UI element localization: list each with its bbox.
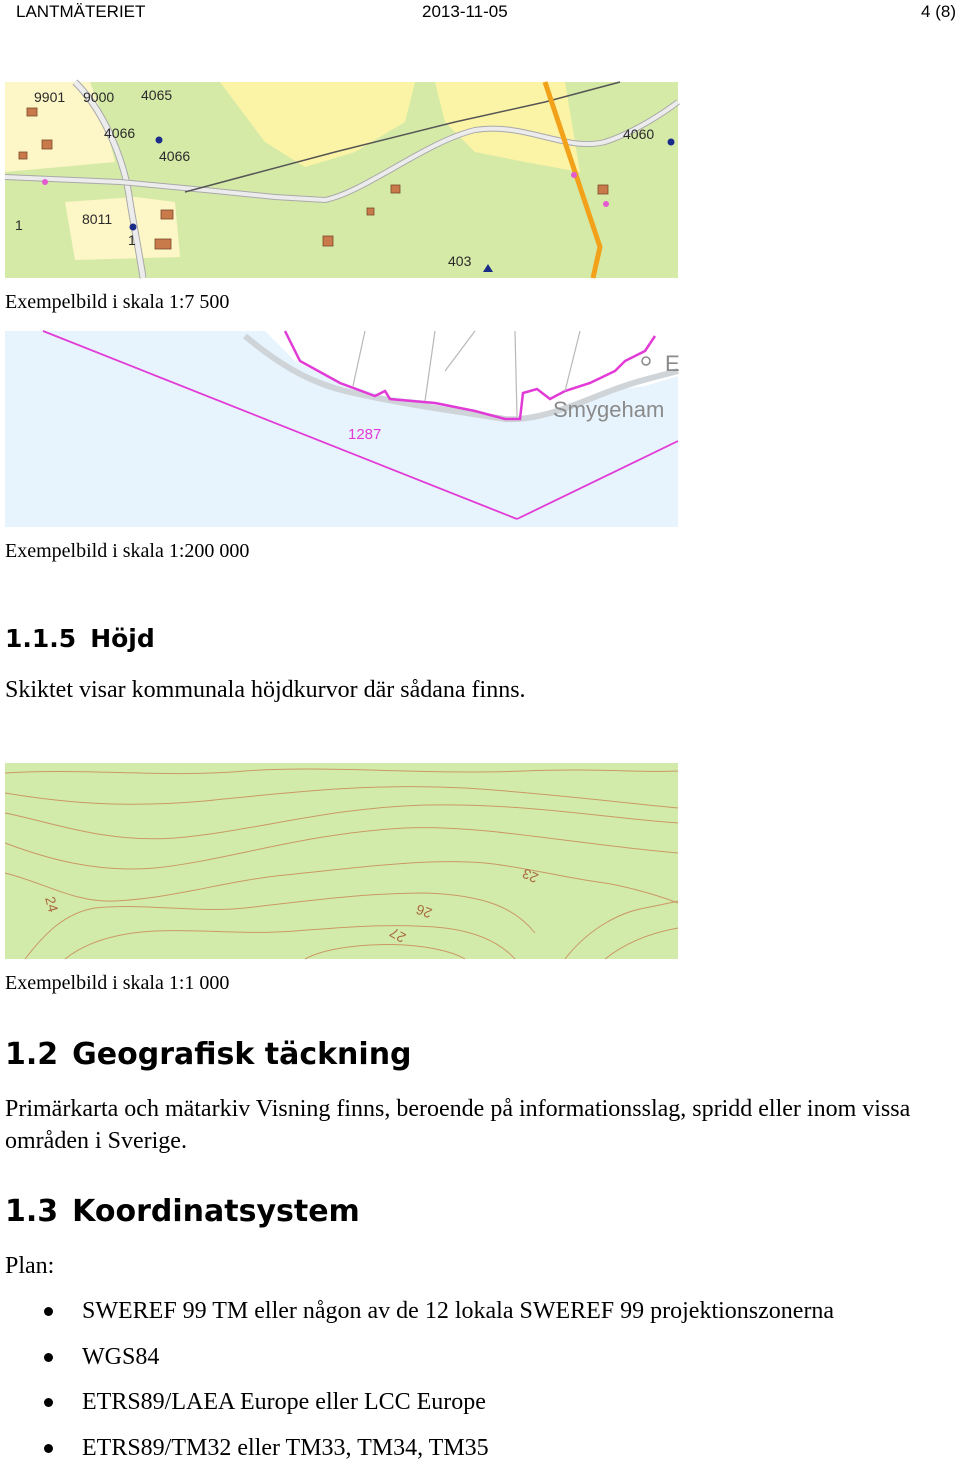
header-organization: LANTMÄTERIET	[16, 2, 145, 22]
map-label: E	[665, 351, 680, 376]
heading-hojd	[5, 624, 155, 653]
list-item	[0, 1429, 834, 1474]
map-label: 1	[15, 217, 23, 233]
heading-koordinatsystem	[5, 1194, 360, 1229]
plan-label: Plan:	[5, 1250, 955, 1282]
map-label: 4066	[104, 125, 135, 141]
bullet-icon	[44, 1353, 53, 1362]
map-image-200000	[5, 331, 678, 527]
map-label: 26	[414, 901, 434, 921]
heading-number: 1.3	[5, 1194, 58, 1229]
header-date: 2013-11-05	[422, 2, 508, 22]
bullet-icon	[44, 1307, 53, 1316]
paragraph-geografisk-tackning: Primärkarta och mätarkiv Visning finns, beroende på informationsslag, spridd eller inom vissa områden i Sverige.	[5, 1093, 955, 1157]
list-item	[0, 1338, 834, 1384]
map-image-7500	[5, 82, 678, 278]
map-label: 24	[42, 895, 62, 914]
map-label: 4066	[159, 148, 190, 164]
map-label: Smygeham	[553, 397, 664, 422]
map-label: 9000	[83, 89, 114, 105]
map-label: 8011	[82, 211, 112, 227]
map-label: 1	[128, 232, 136, 248]
bullet-icon	[44, 1398, 53, 1407]
caption-scale-1000: Exempelbild i skala 1:1 000	[5, 972, 229, 995]
list-item-text: SWEREF 99 TM eller någon av de 12 lokala SWEREF 99 projektionszonerna	[82, 1298, 834, 1324]
map-label: 1287	[348, 426, 381, 443]
map-label: 9901	[34, 89, 65, 105]
bullet-icon	[44, 1444, 53, 1453]
list-item-text: ETRS89/TM32 eller TM33, TM34, TM35	[82, 1435, 489, 1461]
map-land	[5, 763, 678, 959]
caption-scale-200000: Exempelbild i skala 1:200 000	[5, 540, 249, 563]
map-settlement-2	[65, 197, 180, 260]
list-item	[0, 1292, 834, 1338]
list-item-text: WGS84	[82, 1344, 159, 1370]
heading-number: 1.1.5	[5, 624, 76, 653]
map-label: 4060	[623, 126, 654, 142]
heading-title: Höjd	[90, 624, 155, 653]
map-label: 4065	[141, 87, 172, 103]
heading-number: 1.2	[5, 1037, 58, 1072]
header-page-number: 4 (8)	[921, 2, 956, 22]
map-image-1000	[5, 763, 678, 959]
list-item	[0, 1383, 834, 1429]
paragraph-hojd: Skiktet visar kommunala höjdkurvor där sådana finns.	[5, 674, 955, 706]
list-item-text: ETRS89/LAEA Europe eller LCC Europe	[82, 1389, 486, 1415]
heading-title: Geografisk täckning	[72, 1037, 411, 1072]
map-label: 403	[448, 253, 472, 269]
coordinate-system-list	[0, 1292, 834, 1474]
map-label: 23	[520, 865, 541, 886]
map-label: 27	[387, 924, 409, 946]
caption-scale-7500: Exempelbild i skala 1:7 500	[5, 291, 229, 314]
heading-geografisk-tackning	[5, 1037, 412, 1072]
heading-title: Koordinatsystem	[72, 1194, 360, 1229]
